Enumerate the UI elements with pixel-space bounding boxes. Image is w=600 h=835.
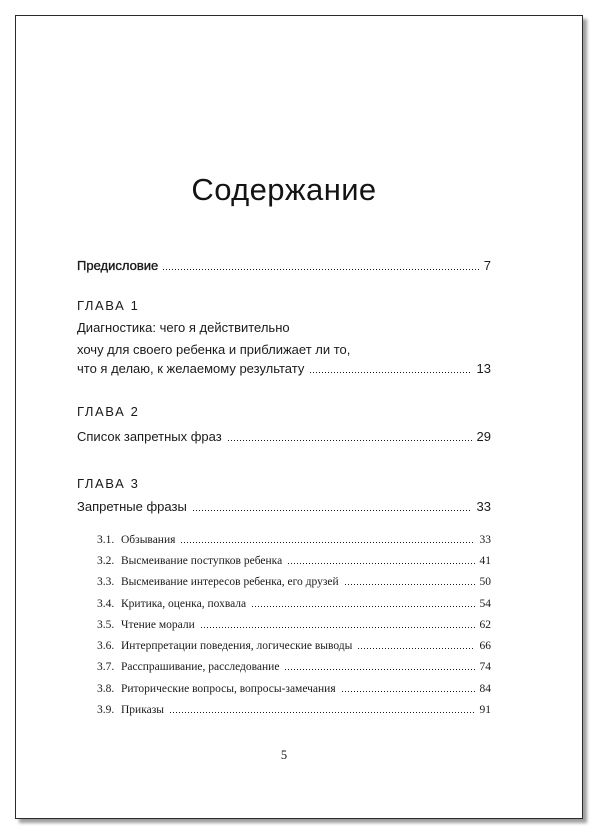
- toc-entry-chapter-3: [77, 497, 491, 517]
- toc-section-entry: [97, 530, 491, 550]
- section-label: Интерпретации поведения, логические выводы: [121, 640, 353, 652]
- section-number: 3.6.: [97, 640, 115, 652]
- toc-section-entry: [97, 572, 491, 592]
- toc-section-entry: [97, 679, 491, 699]
- page-title: Содержание: [191, 172, 377, 207]
- section-page: 41: [479, 555, 491, 567]
- section-label: Высмеивание интересов ребенка, его друзей: [121, 576, 339, 588]
- section-label: Критика, оценка, похвала: [121, 598, 247, 610]
- section-number: 3.8.: [97, 683, 115, 695]
- toc-entry-preface: [77, 256, 491, 276]
- chapter-1-heading: ГЛАВА 1: [77, 298, 140, 313]
- chapter-3-title: Запретные фразы: [77, 499, 187, 514]
- chapter-1-title-line: что я делаю, к желаемому результату: [77, 361, 305, 376]
- dot-leader: [288, 563, 474, 564]
- section-number: 3.4.: [97, 598, 115, 610]
- section-page: 62: [479, 619, 491, 631]
- section-page: 91: [479, 704, 491, 716]
- toc-entry-chapter-2: [77, 427, 491, 447]
- section-label: Риторические вопросы, вопросы-замечания: [121, 683, 336, 695]
- toc-section-entry: [97, 551, 491, 571]
- section-number: 3.5.: [97, 619, 115, 631]
- toc-section-entry: [97, 615, 491, 635]
- toc-section-entry: [97, 636, 491, 656]
- toc-entry-page: 7: [483, 258, 491, 273]
- dot-leader: [228, 440, 472, 441]
- section-number: 3.7.: [97, 661, 115, 673]
- section-page: 84: [479, 683, 491, 695]
- chapter-1-title-line: хочу для своего ребенка и приближает ли то,: [77, 342, 351, 357]
- chapter-1-title-line: Диагностика: чего я действительно: [77, 320, 290, 335]
- section-number: 3.1.: [97, 534, 115, 546]
- toc-entry-label: Предисловие: [77, 258, 159, 273]
- dot-leader: [310, 372, 471, 373]
- toc-entry-chapter-1: [77, 359, 491, 379]
- section-page: 50: [479, 576, 491, 588]
- dot-leader: [170, 712, 475, 713]
- toc-entry-page: 13: [476, 361, 491, 376]
- section-label: Приказы: [121, 704, 164, 716]
- dot-leader: [358, 648, 474, 649]
- dot-leader: [181, 542, 474, 543]
- dot-leader: [163, 269, 479, 270]
- chapter-2-title: Список запретных фраз: [77, 429, 222, 444]
- section-label: Расспрашивание, расследование: [121, 661, 280, 673]
- toc-section-entry: [97, 657, 491, 677]
- dot-leader: [193, 510, 472, 511]
- section-page: 66: [479, 640, 491, 652]
- dot-leader: [285, 669, 474, 670]
- toc-section-entry: [97, 594, 491, 614]
- toc-entry-page: 33: [476, 499, 491, 514]
- chapter-3-heading: ГЛАВА 3: [77, 476, 140, 491]
- section-page: 33: [479, 534, 491, 546]
- dot-leader: [342, 691, 475, 692]
- dot-leader: [252, 606, 474, 607]
- dot-leader: [201, 627, 475, 628]
- toc-section-entry: [97, 700, 491, 720]
- section-number: 3.9.: [97, 704, 115, 716]
- section-label: Чтение морали: [121, 619, 195, 631]
- section-number: 3.3.: [97, 576, 115, 588]
- section-label: Высмеивание поступков ребенка: [121, 555, 283, 567]
- chapter-2-heading: ГЛАВА 2: [77, 404, 140, 419]
- dot-leader: [345, 584, 475, 585]
- toc-entry-page: 29: [476, 429, 491, 444]
- section-page: 54: [479, 598, 491, 610]
- section-number: 3.2.: [97, 555, 115, 567]
- section-page: 74: [479, 661, 491, 673]
- section-label: Обзывания: [121, 534, 176, 546]
- page-number: 5: [280, 748, 288, 762]
